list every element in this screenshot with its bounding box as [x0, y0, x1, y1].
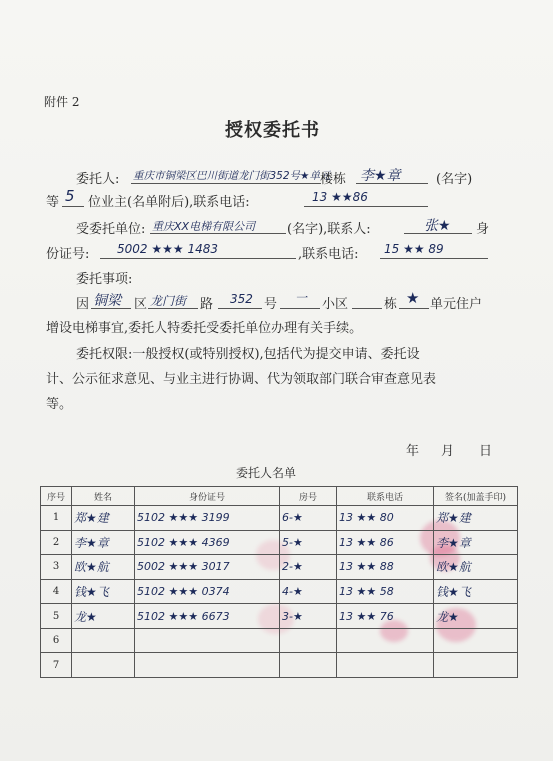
row-room: 6-★ — [280, 506, 337, 531]
row-id-number: 5002 ★★★ 3017 — [135, 555, 280, 580]
table-row — [41, 555, 518, 580]
row-signature: 郑★建 — [434, 506, 518, 531]
row-phone: 13 ★★ 58 — [337, 579, 434, 604]
unit-label: 单元住户 — [430, 297, 483, 312]
row-room — [280, 628, 337, 653]
row-name — [72, 653, 135, 678]
table-row — [41, 506, 518, 531]
row-id-number: 5102 ★★★ 4369 — [135, 530, 280, 555]
agent-label: 受委托单位: — [76, 222, 146, 237]
row-signature: 龙★ — [434, 604, 518, 629]
row-signature — [434, 653, 518, 678]
scope-line-1: 委托权限:一般授权(或特别授权),包括代为提交申请、委托设 — [76, 347, 420, 362]
building-suffix: 楼栋 — [320, 172, 347, 187]
row-number: 3 — [41, 555, 72, 580]
row-number: 2 — [41, 530, 72, 555]
number-label: 号 — [264, 297, 278, 312]
row-phone: 13 ★★ 80 — [337, 506, 434, 531]
principal-label: 委托人: — [76, 172, 120, 187]
row-phone: 13 ★★ 88 — [337, 555, 434, 580]
row-id-number — [135, 628, 280, 653]
column-header: 签名(加盖手印) — [434, 487, 518, 506]
row-name: 李★章 — [72, 530, 135, 555]
row-room: 5-★ — [280, 530, 337, 555]
row-name: 欧★航 — [72, 555, 135, 580]
agent-phone: 15 ★★ 89 — [384, 242, 444, 256]
attachment-label: 附件 2 — [44, 95, 80, 109]
row-signature — [434, 628, 518, 653]
column-header: 身份证号 — [135, 487, 280, 506]
date-day: 日 — [479, 444, 493, 459]
row-number: 5 — [41, 604, 72, 629]
community: 一 — [295, 291, 308, 305]
road-label: 路 — [200, 297, 214, 312]
scope-line-3: 等。 — [46, 397, 73, 412]
row-room: 4-★ — [280, 579, 337, 604]
date-year: 年 — [406, 444, 420, 459]
matters-label: 委托事项: — [76, 272, 133, 287]
agent-contact: 张★ — [424, 218, 451, 234]
district: 铜梁 — [93, 293, 121, 309]
row-phone: 13 ★★ 76 — [337, 604, 434, 629]
community-label: 小区 — [322, 297, 349, 312]
date-month: 月 — [441, 444, 455, 459]
matters-pre: 因 — [76, 297, 90, 312]
row-room — [280, 653, 337, 678]
agent-org-suffix: (名字),联系人: — [287, 222, 371, 237]
table-row — [41, 579, 518, 604]
row-number: 4 — [41, 579, 72, 604]
row-id-number: 5102 ★★★ 3199 — [135, 506, 280, 531]
table-header-row — [41, 487, 518, 506]
document-title: 授权委托书 — [225, 120, 320, 141]
row-id-number — [135, 653, 280, 678]
scope-line-2: 计、公示征求意见、与业主进行协调、代为领取部门联合审查意见表 — [46, 372, 437, 387]
row-number: 6 — [41, 628, 72, 653]
name-sign-hint: (名字) — [436, 172, 473, 187]
table-row — [41, 604, 518, 629]
row-id-number: 5102 ★★★ 6673 — [135, 604, 280, 629]
row-name: 钱★飞 — [72, 579, 135, 604]
column-header: 房号 — [280, 487, 337, 506]
row-number: 7 — [41, 653, 72, 678]
house-number: 352 — [230, 292, 253, 306]
row-name: 郑★建 — [72, 506, 135, 531]
principal-list-table — [40, 486, 518, 678]
count-prefix: 等 — [46, 195, 60, 210]
row-signature: 钱★飞 — [434, 579, 518, 604]
row-phone — [337, 628, 434, 653]
building-label: 栋 — [384, 297, 398, 312]
column-header: 联系电话 — [337, 487, 434, 506]
row-room: 2-★ — [280, 555, 337, 580]
row-signature: 欧★航 — [434, 555, 518, 580]
row-name: 龙★ — [72, 604, 135, 629]
row-phone: 13 ★★ 86 — [337, 530, 434, 555]
row-id-number: 5102 ★★★ 0374 — [135, 579, 280, 604]
agent-id: 5002 ★★★ 1483 — [117, 242, 218, 256]
count-suffix: 位业主(名单附后),联系电话: — [88, 195, 250, 210]
street: 龙门街 — [150, 294, 187, 308]
principal-address: 重庆市铜梁区巴川街道龙门街352号★单元 — [133, 170, 331, 182]
agent-org: 重庆XX电梯有限公司 — [152, 220, 256, 233]
district-label: 区 — [134, 297, 148, 312]
agent-phone-label: ,联系电话: — [298, 247, 359, 262]
row-signature: 李★章 — [434, 530, 518, 555]
matters-text: 增设电梯事宜,委托人特委托受委托单位办理有关手续。 — [46, 321, 363, 336]
principal-phone: 13 ★★86 — [312, 190, 368, 204]
row-name — [72, 628, 135, 653]
column-header: 姓名 — [72, 487, 135, 506]
row-phone — [337, 653, 434, 678]
table-row — [41, 653, 518, 678]
table-row — [41, 628, 518, 653]
row-room: 3-★ — [280, 604, 337, 629]
id-label-tail: 身 — [476, 222, 490, 237]
table-row — [41, 530, 518, 555]
column-header: 序号 — [41, 487, 72, 506]
principal-name: 李★章 — [360, 168, 401, 184]
table-title: 委托人名单 — [236, 466, 297, 480]
owner-count: 5 — [65, 187, 75, 205]
row-number: 1 — [41, 506, 72, 531]
id-label: 份证号: — [46, 247, 90, 262]
unit-value: ★ — [406, 289, 420, 307]
